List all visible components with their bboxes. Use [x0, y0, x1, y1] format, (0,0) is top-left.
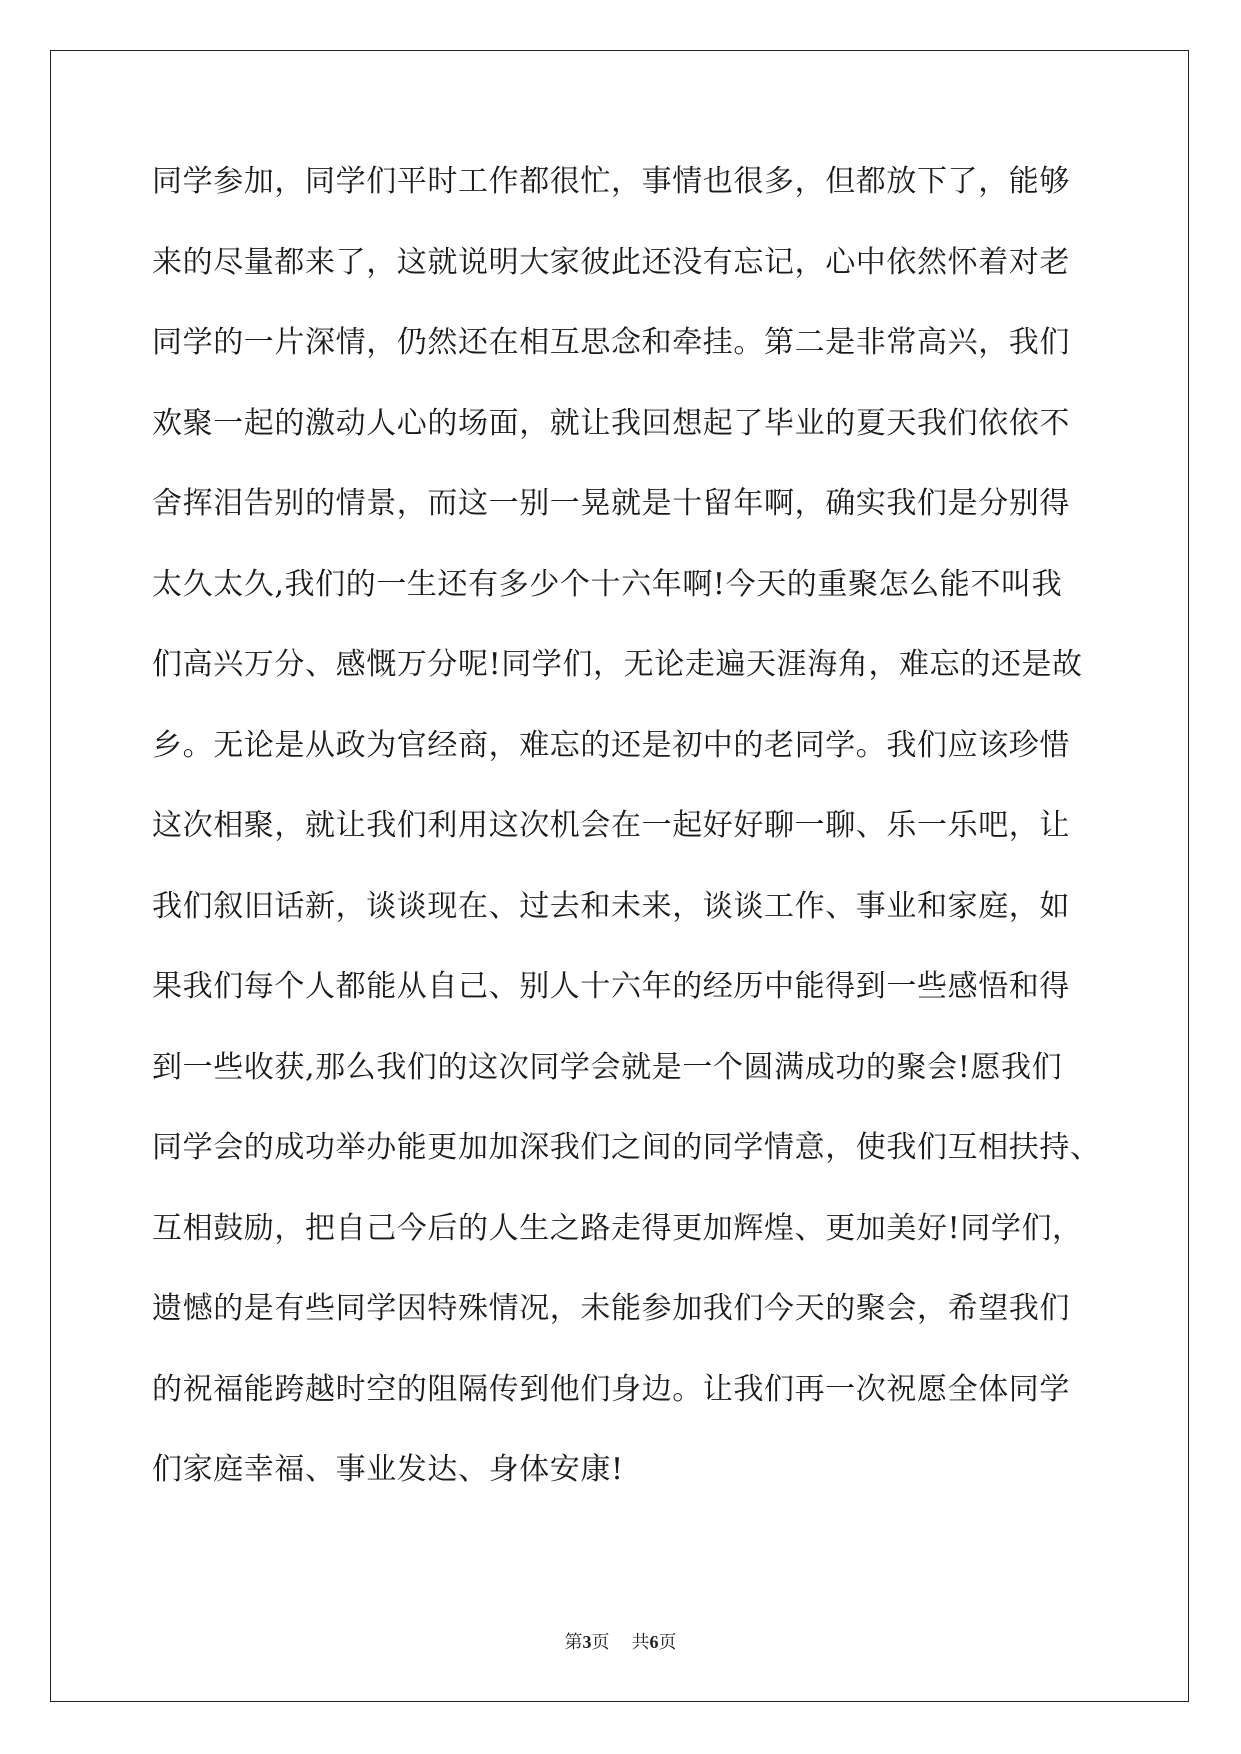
text-line: 来的尽量都来了，这就说明大家彼此还没有忘记，心中依然怀着对老	[152, 244, 1070, 280]
page-suffix: 页	[591, 1632, 610, 1653]
page-footer	[0, 1628, 1241, 1654]
text-line: 们高兴万分、感慨万分呢!同学们，无论走遍天涯海角，难忘的还是故	[152, 647, 1083, 682]
page-number: 3	[582, 1632, 592, 1652]
text-line: 果我们每个人都能从自己、别人十六年的经历中能得到一些感悟和得	[152, 969, 1070, 1004]
text-line: 太久太久,我们的一生还有多少个十六年啊!今天的重聚怎么能不叫我	[152, 566, 1063, 602]
text-line: 欢聚一起的激动人心的场面，就让我回想起了毕业的夏天我们依依不	[152, 405, 1070, 441]
total-pages: 6	[649, 1632, 659, 1652]
text-line: 遗憾的是有些同学因特殊情况，未能参加我们今天的聚会，希望我们	[152, 1291, 1070, 1326]
text-line: 舍挥泪告别的情景，而这一别一晃就是十留年啊，确实我们是分别得	[152, 486, 1070, 521]
text-line: 的祝福能跨越时空的阻隔传到他们身边。让我们再一次祝愿全体同学	[152, 1371, 1070, 1407]
page-prefix: 第	[564, 1632, 583, 1653]
text-line: 们家庭幸福、事业发达、身体安康!	[152, 1452, 624, 1487]
text-line: 这次相聚，就让我们利用这次机会在一起好好聊一聊、乐一乐吧，让	[152, 808, 1070, 843]
text-line: 同学会的成功举办能更加加深我们之间的同学情意，使我们互相扶持、	[152, 1130, 1101, 1165]
text-line: 同学参加，同学们平时工作都很忙，事情也很多，但都放下了，能够	[152, 164, 1070, 199]
text-line: 同学的一片深情，仍然还在相互思念和牵挂。第二是非常高兴，我们	[152, 325, 1070, 360]
text-line: 我们叙旧话新，谈谈现在、过去和未来，谈谈工作、事业和家庭，如	[152, 888, 1070, 924]
text-line: 到一些收获,那么我们的这次同学会就是一个圆满成功的聚会!愿我们	[152, 1049, 1063, 1085]
total-suffix: 页	[658, 1632, 677, 1653]
text-line: 互相鼓励，把自己今后的人生之路走得更加辉煌、更加美好!同学们，	[152, 1210, 1083, 1246]
text-line: 乡。无论是从政为官经商，难忘的还是初中的老同学。我们应该珍惜	[152, 727, 1070, 763]
total-prefix: 共	[631, 1632, 650, 1653]
body-text	[152, 158, 1112, 1527]
